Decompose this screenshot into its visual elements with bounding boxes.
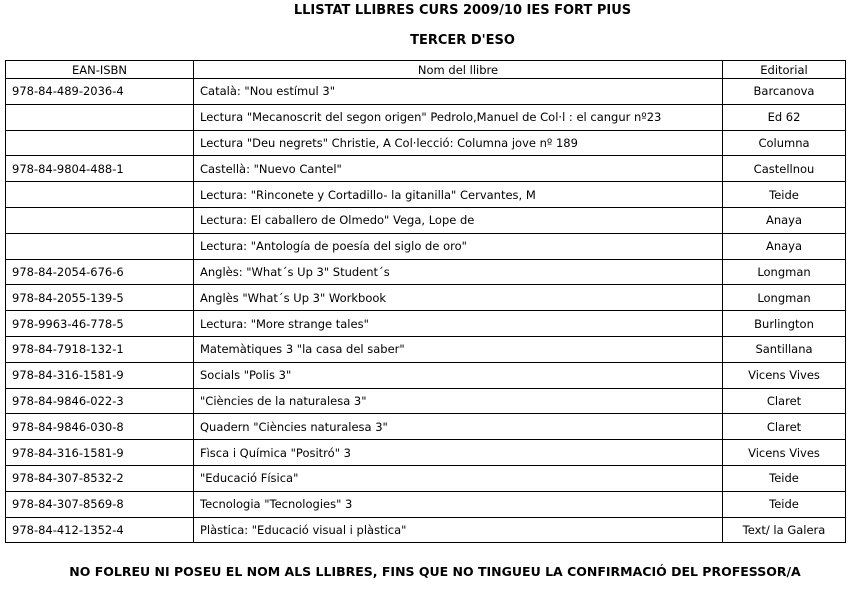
publisher-cell: Longman: [723, 285, 846, 311]
table-row: [6, 207, 846, 233]
table-row: [6, 285, 846, 311]
book-name-cell: Lectura: "More strange tales": [194, 311, 723, 337]
book-name-cell: Plàstica: "Educació visual i plàstica": [194, 517, 723, 543]
publisher-cell: Teide: [723, 465, 846, 491]
publisher-cell: Claret: [723, 388, 846, 414]
book-name-cell: Quadern "Ciències naturalesa 3": [194, 414, 723, 440]
isbn-cell: [6, 207, 194, 233]
table-row: [6, 156, 846, 182]
table-row: [6, 517, 846, 543]
book-name-cell: Català: "Nou estímul 3": [194, 79, 723, 105]
isbn-cell: [6, 104, 194, 130]
publisher-cell: Teide: [723, 182, 846, 208]
publisher-cell: Barcanova: [723, 79, 846, 105]
table-row: [6, 414, 846, 440]
isbn-cell: 978-84-9804-488-1: [6, 156, 194, 182]
table-row: [6, 336, 846, 362]
table-row: [6, 388, 846, 414]
book-name-cell: Tecnologia "Tecnologies" 3: [194, 491, 723, 517]
isbn-cell: 978-84-412-1352-4: [6, 517, 194, 543]
isbn-cell: 978-84-307-8569-8: [6, 491, 194, 517]
publisher-cell: Burlington: [723, 311, 846, 337]
publisher-cell: Claret: [723, 414, 846, 440]
publisher-cell: Columna: [723, 130, 846, 156]
book-name-cell: Lectura: El caballero de Olmedo" Vega, Lope de: [194, 207, 723, 233]
table-row: [6, 104, 846, 130]
page-subtitle: TERCER D'ESO: [410, 33, 515, 48]
book-name-cell: Fìsca i Química "Positró" 3: [194, 440, 723, 466]
publisher-cell: Text/ la Galera: [723, 517, 846, 543]
book-name-cell: Matemàtiques 3 "la casa del saber": [194, 336, 723, 362]
table-row: [6, 130, 846, 156]
book-name-cell: Anglès: "What´s Up 3" Student´s: [194, 259, 723, 285]
isbn-cell: 978-84-489-2036-4: [6, 79, 194, 105]
publisher-cell: Vicens Vives: [723, 362, 846, 388]
table-row: [6, 465, 846, 491]
book-name-cell: Castellà: "Nuevo Cantel": [194, 156, 723, 182]
footer-notice: NO FOLREU NI POSEU EL NOM ALS LLIBRES, FINS QUE NO TINGUEU LA CONFIRMACIÓ DEL PROFESSOR/A: [69, 564, 801, 579]
table-row: [6, 491, 846, 517]
book-name-cell: Socials "Polis 3": [194, 362, 723, 388]
isbn-cell: 978-84-9846-022-3: [6, 388, 194, 414]
table-row: [6, 79, 846, 105]
publisher-cell: Longman: [723, 259, 846, 285]
isbn-cell: 978-84-316-1581-9: [6, 362, 194, 388]
table-row: [6, 182, 846, 208]
book-name-cell: Lectura "Mecanoscrit del segon origen" Pedrolo,Manuel de Col·l : el cangur nº23: [194, 104, 723, 130]
book-name-cell: Lectura "Deu negrets" Christie, A Col·lecció: Columna jove nº 189: [194, 130, 723, 156]
column-header-publisher: Editorial: [723, 61, 846, 79]
isbn-cell: [6, 130, 194, 156]
table-row: [6, 311, 846, 337]
page-title: LLISTAT LLIBRES CURS 2009/10 IES FORT PIUS: [293, 3, 632, 18]
table-row: [6, 259, 846, 285]
publisher-cell: Ed 62: [723, 104, 846, 130]
table-header-row: [6, 61, 846, 79]
isbn-cell: [6, 233, 194, 259]
book-name-cell: "Educació Física": [194, 465, 723, 491]
isbn-cell: 978-84-316-1581-9: [6, 440, 194, 466]
isbn-cell: 978-84-7918-132-1: [6, 336, 194, 362]
publisher-cell: Teide: [723, 491, 846, 517]
table-row: [6, 440, 846, 466]
book-name-cell: Lectura: "Rinconete y Cortadillo- la gitanilla" Cervantes, M: [194, 182, 723, 208]
publisher-cell: Vicens Vives: [723, 440, 846, 466]
isbn-cell: [6, 182, 194, 208]
publisher-cell: Castellnou: [723, 156, 846, 182]
isbn-cell: 978-84-307-8532-2: [6, 465, 194, 491]
publisher-cell: Anaya: [723, 233, 846, 259]
column-header-book-name: Nom del llibre: [194, 61, 723, 79]
publisher-cell: Santillana: [723, 336, 846, 362]
isbn-cell: 978-84-9846-030-8: [6, 414, 194, 440]
table-row: [6, 233, 846, 259]
book-name-cell: Anglès "What´s Up 3" Workbook: [194, 285, 723, 311]
publisher-cell: Anaya: [723, 207, 846, 233]
book-list-table: [5, 60, 846, 543]
isbn-cell: 978-84-2055-139-5: [6, 285, 194, 311]
isbn-cell: 978-84-2054-676-6: [6, 259, 194, 285]
isbn-cell: 978-9963-46-778-5: [6, 311, 194, 337]
book-name-cell: "Ciències de la naturalesa 3": [194, 388, 723, 414]
book-name-cell: Lectura: "Antología de poesía del siglo de oro": [194, 233, 723, 259]
table-row: [6, 362, 846, 388]
column-header-isbn: EAN-ISBN: [6, 61, 194, 79]
